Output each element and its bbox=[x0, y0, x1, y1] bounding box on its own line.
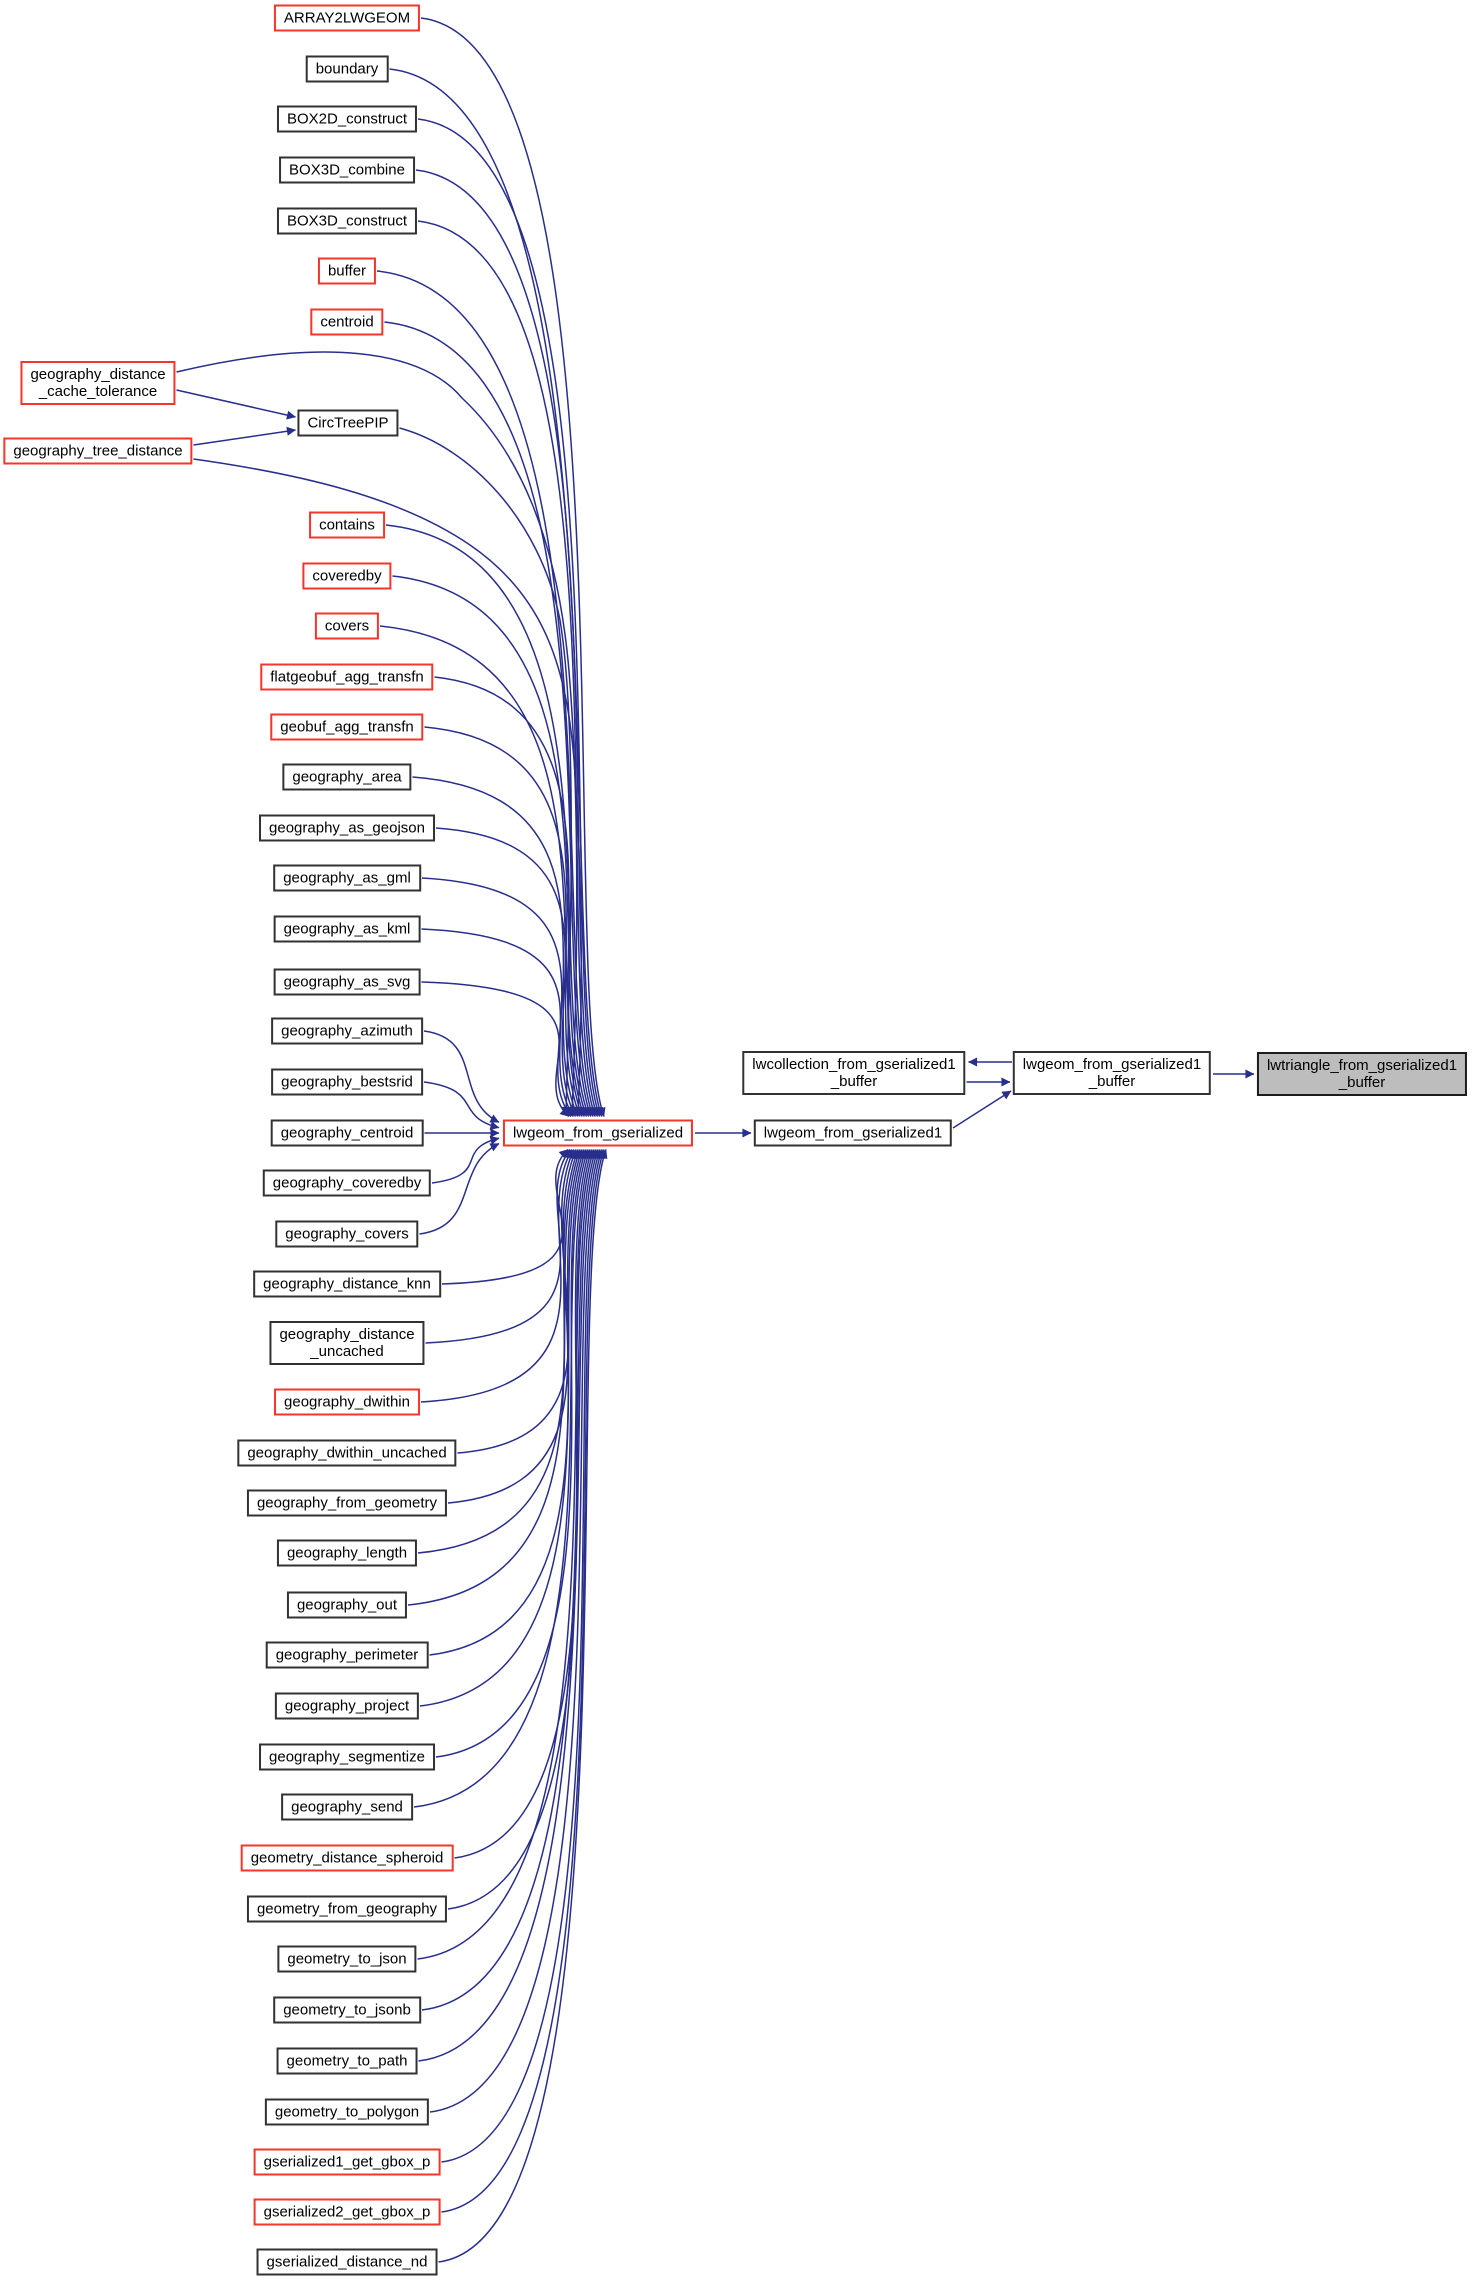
node-label-line: _buffer bbox=[830, 1073, 878, 1090]
graph-node-buffer[interactable] bbox=[318, 258, 376, 285]
graph-node-geography_as_gml[interactable] bbox=[273, 865, 421, 892]
node-label-line: centroid bbox=[320, 313, 374, 331]
graph-node-geography_distance_cache_tolerance[interactable] bbox=[20, 361, 175, 405]
node-label-line: geography_as_geojson bbox=[269, 819, 425, 837]
graph-node-geometry_to_jsonb[interactable] bbox=[273, 1997, 421, 2024]
graph-node-BOX3D_construct[interactable] bbox=[277, 208, 417, 235]
edge-geometry_to_polygon-lwgeom_from_gserialized bbox=[430, 1150, 600, 2113]
node-label-line: lwgeom_from_gserialized1 bbox=[763, 1124, 943, 1142]
graph-node-geography_as_geojson[interactable] bbox=[259, 815, 435, 842]
graph-node-geography_centroid[interactable] bbox=[271, 1120, 424, 1147]
graph-node-geography_coveredby[interactable] bbox=[263, 1170, 431, 1197]
node-label-line: geography_tree_distance bbox=[13, 442, 183, 460]
graph-node-lwgeom_from_gserialized1[interactable] bbox=[754, 1120, 952, 1147]
graph-node-geography_distance_knn[interactable] bbox=[253, 1271, 441, 1298]
node-label-line: BOX2D_construct bbox=[286, 110, 408, 128]
node-label-line: gserialized_distance_nd bbox=[266, 2253, 428, 2271]
graph-node-geography_as_kml[interactable] bbox=[274, 916, 421, 943]
graph-node-geography_dwithin_uncached[interactable] bbox=[237, 1440, 456, 1467]
node-label-line: lwgeom_from_gserialized1 bbox=[1022, 1056, 1202, 1073]
node-label-line: lwcollection_from_gserialized1 bbox=[752, 1056, 956, 1073]
edge-geography_as_kml-lwgeom_from_gserialized bbox=[422, 929, 572, 1117]
edge-geography_distance_cache_tolerance-CircTreePIP bbox=[177, 390, 296, 417]
node-label-line: geometry_to_jsonb bbox=[283, 2001, 411, 2019]
node-label-line: geobuf_agg_transfn bbox=[280, 718, 414, 736]
edge-geography_distance_uncached-lwgeom_from_gserialized bbox=[426, 1150, 571, 1344]
graph-node-contains[interactable] bbox=[309, 512, 385, 539]
node-label-line: contains bbox=[319, 516, 375, 534]
node-label-line: geography_from_geometry bbox=[256, 1494, 438, 1512]
node-label-line: geography_send bbox=[291, 1798, 403, 1816]
graph-node-lwgeom_from_gserialized1_buffer[interactable] bbox=[1013, 1051, 1211, 1095]
graph-node-CircTreePIP[interactable] bbox=[297, 410, 398, 437]
node-label-line: gserialized2_get_gbox_p bbox=[263, 2203, 431, 2221]
node-label-line: boundary bbox=[315, 60, 379, 78]
edge-geography_azimuth-lwgeom_from_gserialized bbox=[424, 1031, 499, 1122]
graph-node-lwtriangle_from_gserialized1_buffer bbox=[1257, 1052, 1467, 1096]
node-label-line: geography_dwithin_uncached bbox=[247, 1444, 447, 1462]
node-label-line: geometry_to_polygon bbox=[274, 2103, 420, 2121]
node-label-line: geography_as_svg bbox=[283, 973, 411, 991]
graph-node-gserialized2_get_gbox_p[interactable] bbox=[254, 2199, 441, 2226]
node-label-line: lwgeom_from_gserialized bbox=[512, 1124, 684, 1142]
graph-node-geometry_from_geography[interactable] bbox=[247, 1896, 447, 1923]
graph-node-geography_tree_distance[interactable] bbox=[3, 438, 192, 465]
edge-geography_tree_distance-CircTreePIP bbox=[194, 430, 296, 445]
graph-node-geography_send[interactable] bbox=[281, 1794, 413, 1821]
graph-node-centroid[interactable] bbox=[310, 309, 383, 336]
graph-node-geography_area[interactable] bbox=[282, 764, 411, 791]
graph-node-geography_as_svg[interactable] bbox=[274, 969, 421, 996]
graph-node-lwcollection_from_gserialized1_buffer[interactable] bbox=[742, 1051, 965, 1095]
node-label-line: _cache_tolerance bbox=[38, 383, 158, 400]
node-label-line: geometry_to_path bbox=[286, 2052, 408, 2070]
graph-node-geography_bestsrid[interactable] bbox=[271, 1069, 423, 1096]
edge-geography_covers-lwgeom_from_gserialized bbox=[420, 1144, 500, 1234]
node-label-line: geometry_to_json bbox=[287, 1950, 407, 1968]
graph-node-covers[interactable] bbox=[315, 613, 379, 640]
graph-node-geography_azimuth[interactable] bbox=[271, 1018, 423, 1045]
node-label-line: ARRAY2LWGEOM bbox=[283, 9, 411, 27]
node-label-line: geography_project bbox=[284, 1697, 410, 1715]
edge-geography_as_geojson-lwgeom_from_gserialized bbox=[436, 828, 575, 1117]
node-label-line: coveredby bbox=[312, 567, 382, 585]
graph-node-geometry_distance_spheroid[interactable] bbox=[241, 1845, 454, 1872]
node-label-line: geography_distance_knn bbox=[263, 1275, 431, 1293]
edge-lwgeom_from_gserialized1-lwgeom_from_gserialized1_buffer bbox=[953, 1091, 1011, 1128]
graph-node-boundary[interactable] bbox=[306, 56, 389, 83]
edge-geography_as_gml-lwgeom_from_gserialized bbox=[422, 878, 573, 1117]
graph-node-gserialized_distance_nd[interactable] bbox=[257, 2249, 438, 2276]
node-label-line: geography_distance bbox=[30, 366, 166, 383]
graph-node-flatgeobuf_agg_transfn[interactable] bbox=[260, 664, 433, 691]
graph-node-geography_out[interactable] bbox=[287, 1592, 407, 1619]
node-label-line: geography_dwithin bbox=[284, 1393, 410, 1411]
graph-node-gserialized1_get_gbox_p[interactable] bbox=[254, 2149, 441, 2176]
graph-node-ARRAY2LWGEOM[interactable] bbox=[274, 5, 420, 32]
edge-geography_distance_knn-lwgeom_from_gserialized bbox=[442, 1150, 568, 1285]
node-label-line: flatgeobuf_agg_transfn bbox=[270, 668, 424, 686]
node-label-line: geography_perimeter bbox=[275, 1646, 419, 1664]
node-label-line: _buffer bbox=[1338, 1074, 1386, 1091]
edge-geometry_from_geography-lwgeom_from_gserialized bbox=[448, 1150, 592, 1910]
graph-node-geography_distance_uncached[interactable] bbox=[269, 1321, 424, 1365]
graph-node-geography_covers[interactable] bbox=[275, 1221, 418, 1248]
node-label-line: CircTreePIP bbox=[307, 414, 389, 432]
node-label-line: geometry_distance_spheroid bbox=[250, 1849, 444, 1867]
node-label-line: geometry_from_geography bbox=[256, 1900, 438, 1918]
node-label-line: geography_as_gml bbox=[283, 869, 411, 887]
node-label-line: geography_centroid bbox=[280, 1124, 414, 1142]
graph-node-geography_length[interactable] bbox=[277, 1540, 417, 1567]
node-label-line: geography_bestsrid bbox=[281, 1073, 413, 1091]
node-label-line: geography_area bbox=[292, 768, 402, 786]
graph-node-geography_project[interactable] bbox=[275, 1693, 419, 1720]
node-label-line: lwtriangle_from_gserialized1 bbox=[1266, 1057, 1458, 1074]
graph-node-geography_segmentize[interactable] bbox=[259, 1744, 435, 1771]
node-label-line: geography_covers bbox=[285, 1225, 409, 1243]
graph-node-geography_from_geometry[interactable] bbox=[247, 1490, 447, 1517]
graph-node-BOX2D_construct[interactable] bbox=[277, 106, 417, 133]
node-label-line: buffer bbox=[327, 262, 367, 280]
node-label-line: BOX3D_construct bbox=[286, 212, 408, 230]
graph-node-BOX3D_combine[interactable] bbox=[279, 157, 415, 184]
node-label-line: BOX3D_combine bbox=[289, 161, 405, 179]
node-label-line: covers bbox=[324, 617, 370, 635]
edge-geography_bestsrid-lwgeom_from_gserialized bbox=[424, 1082, 499, 1128]
graph-node-geometry_to_path[interactable] bbox=[277, 2048, 418, 2075]
node-label-line: geography_length bbox=[286, 1544, 408, 1562]
node-label-line: geography_coveredby bbox=[272, 1174, 422, 1192]
graph-node-geometry_to_polygon[interactable] bbox=[265, 2099, 429, 2126]
node-label-line: _buffer bbox=[1088, 1073, 1136, 1090]
edge-geobuf_agg_transfn-lwgeom_from_gserialized bbox=[425, 727, 580, 1117]
node-label-line: geography_azimuth bbox=[281, 1022, 413, 1040]
node-label-line: geography_segmentize bbox=[269, 1748, 425, 1766]
node-label-line: geography_out bbox=[296, 1596, 398, 1614]
node-label-line: gserialized1_get_gbox_p bbox=[263, 2153, 431, 2171]
graph-node-geography_dwithin[interactable] bbox=[274, 1389, 420, 1416]
edge-geography_dwithin-lwgeom_from_gserialized bbox=[421, 1150, 572, 1403]
node-label-line: geography_as_kml bbox=[283, 920, 411, 938]
graph-node-geobuf_agg_transfn[interactable] bbox=[270, 714, 423, 741]
graph-node-coveredby[interactable] bbox=[302, 563, 391, 590]
edge-geography_as_svg-lwgeom_from_gserialized bbox=[422, 982, 569, 1117]
node-label-line: geography_distance bbox=[279, 1326, 415, 1343]
graph-node-geometry_to_json[interactable] bbox=[277, 1946, 416, 1973]
graph-node-lwgeom_from_gserialized[interactable] bbox=[503, 1120, 693, 1147]
node-label-line: _uncached bbox=[310, 1343, 384, 1360]
edge-geography_coveredby-lwgeom_from_gserialized bbox=[432, 1138, 499, 1183]
graph-node-geography_perimeter[interactable] bbox=[266, 1642, 429, 1669]
